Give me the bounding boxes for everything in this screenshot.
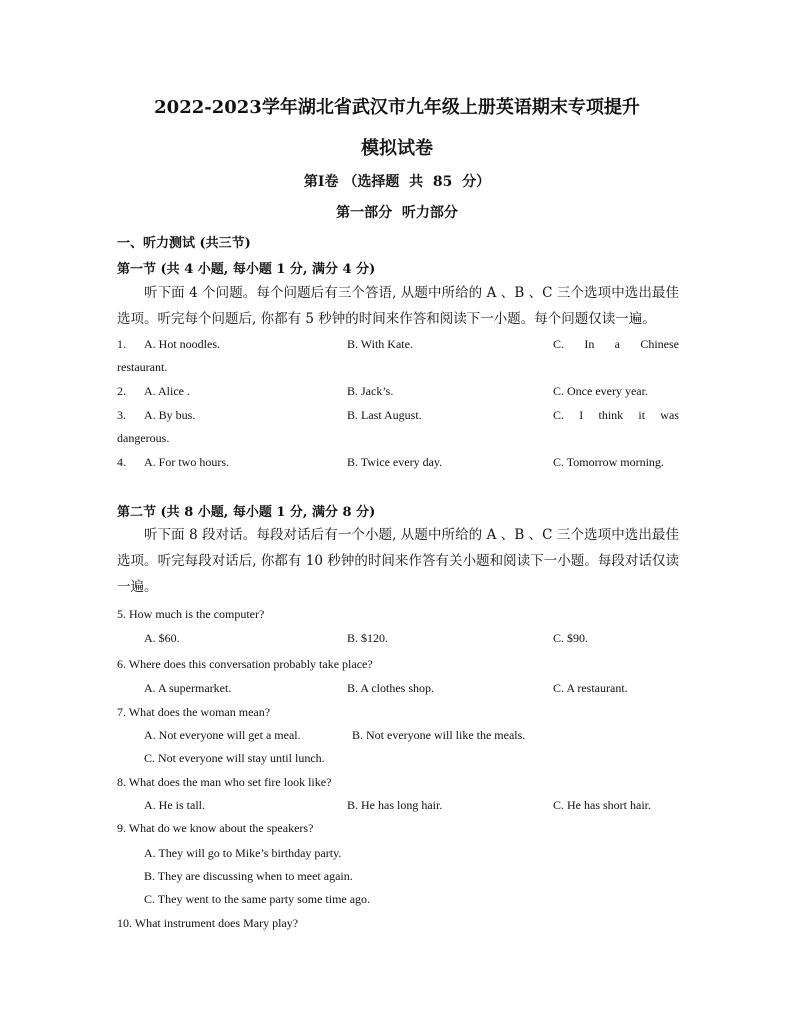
- q9-option-b: B. They are discussing when to meet again.: [144, 869, 353, 883]
- section2-instructions: 听下面 8 段对话。每段对话后有一个小题, 从题中所给的 A 、B 、C 三个选项中选出最佳选项。听完每段对话后, 你都有 10 秒钟的时间来作答有关小题和阅读下一小题。每段对话仅读一遍。: [117, 527, 679, 595]
- item4-option-a: A. For two hours.: [144, 455, 230, 469]
- q9-option-a: A. They will go to Mike’s birthday party.: [144, 846, 342, 860]
- item1-option-c-continued: restaurant.: [117, 360, 168, 374]
- question10: 10. What instrument does Mary play?: [117, 916, 299, 930]
- q8-option-b: B. He has long hair.: [347, 798, 443, 812]
- q5-option-a: A. $60.: [144, 631, 180, 645]
- item3-number: 3.: [117, 408, 126, 422]
- item3-option-c-word: think: [598, 408, 624, 422]
- section2-heading: 第二节 (共 8 小题, 每小题 1 分, 满分 8 分): [117, 505, 376, 520]
- item4-number: 4.: [117, 455, 126, 469]
- item1-option-c-word: Chinese: [640, 337, 679, 351]
- question7: 7. What does the woman mean?: [117, 705, 271, 719]
- item3-option-a: A. By bus.: [144, 408, 196, 422]
- q9-option-c: C. They went to the same party some time ago.: [144, 892, 371, 906]
- item1-number: 1.: [117, 337, 126, 351]
- exam-title-line2: 模拟试卷: [361, 138, 433, 159]
- item3-option-c: [553, 408, 679, 423]
- listening-section-heading: 一、听力测试 (共三节): [117, 236, 251, 251]
- section1-instructions: 听下面 4 个问题。每个问题后有三个答语, 从题中所给的 A 、B 、C 三个选项中选出最佳选项。听完每个问题后, 你都有 5 秒钟的时间来作答和阅读下一小题。每个问题仅读一遍。: [117, 285, 679, 327]
- q5-option-c: C. $90.: [553, 631, 589, 645]
- item1-option-b: B. With Kate.: [347, 337, 413, 351]
- item4-option-c: C. Tomorrow morning.: [553, 455, 664, 469]
- item3-option-c-word: was: [660, 408, 679, 422]
- item3-option-c-word: I: [579, 408, 584, 422]
- item1-option-c-word: In: [584, 337, 595, 351]
- section1-heading: 第一节 (共 4 小题, 每小题 1 分, 满分 4 分): [117, 262, 376, 277]
- q7-option-b: B. Not everyone will like the meals.: [352, 728, 526, 742]
- item2-option-c: C. Once every year.: [553, 384, 648, 398]
- item1-option-a: A. Hot noodles.: [144, 337, 220, 351]
- item3-option-c-word: C.: [553, 408, 565, 422]
- q5-option-b: B. $120.: [347, 631, 389, 645]
- item2-option-b: B. Jack’s.: [347, 384, 394, 398]
- q6-option-a: A. A supermarket.: [144, 681, 232, 695]
- question5: 5. How much is the computer?: [117, 607, 265, 621]
- item3-option-c-word: it: [638, 408, 646, 422]
- item1-option-c: [553, 337, 679, 352]
- question9: 9. What do we know about the speakers?: [117, 821, 314, 835]
- part-heading: 第一部分 听力部分: [336, 205, 458, 221]
- item1-option-c-word: C.: [553, 337, 565, 351]
- q8-option-a: A. He is tall.: [144, 798, 205, 812]
- item2-number: 2.: [117, 384, 126, 398]
- volume-heading: 第I卷 （选择题 共 85 分）: [303, 174, 491, 190]
- item4-option-b: B. Twice every day.: [347, 455, 443, 469]
- q6-option-c: C. A restaurant.: [553, 681, 628, 695]
- item1-option-c-word: a: [614, 337, 620, 351]
- q7-option-a: A. Not everyone will get a meal.: [144, 728, 301, 742]
- exam-title-line1: 2022-2023学年湖北省武汉市九年级上册英语期末专项提升: [154, 97, 640, 118]
- item3-option-c-continued: dangerous.: [117, 431, 170, 445]
- q8-option-c: C. He has short hair.: [553, 798, 651, 812]
- q6-option-b: B. A clothes shop.: [347, 681, 435, 695]
- item3-option-b: B. Last August.: [347, 408, 422, 422]
- item2-option-a: A. Alice .: [144, 384, 190, 398]
- question6: 6. Where does this conversation probably take place?: [117, 657, 373, 671]
- question8: 8. What does the man who set fire look like?: [117, 775, 332, 789]
- q7-option-c: C. Not everyone will stay until lunch.: [144, 751, 325, 765]
